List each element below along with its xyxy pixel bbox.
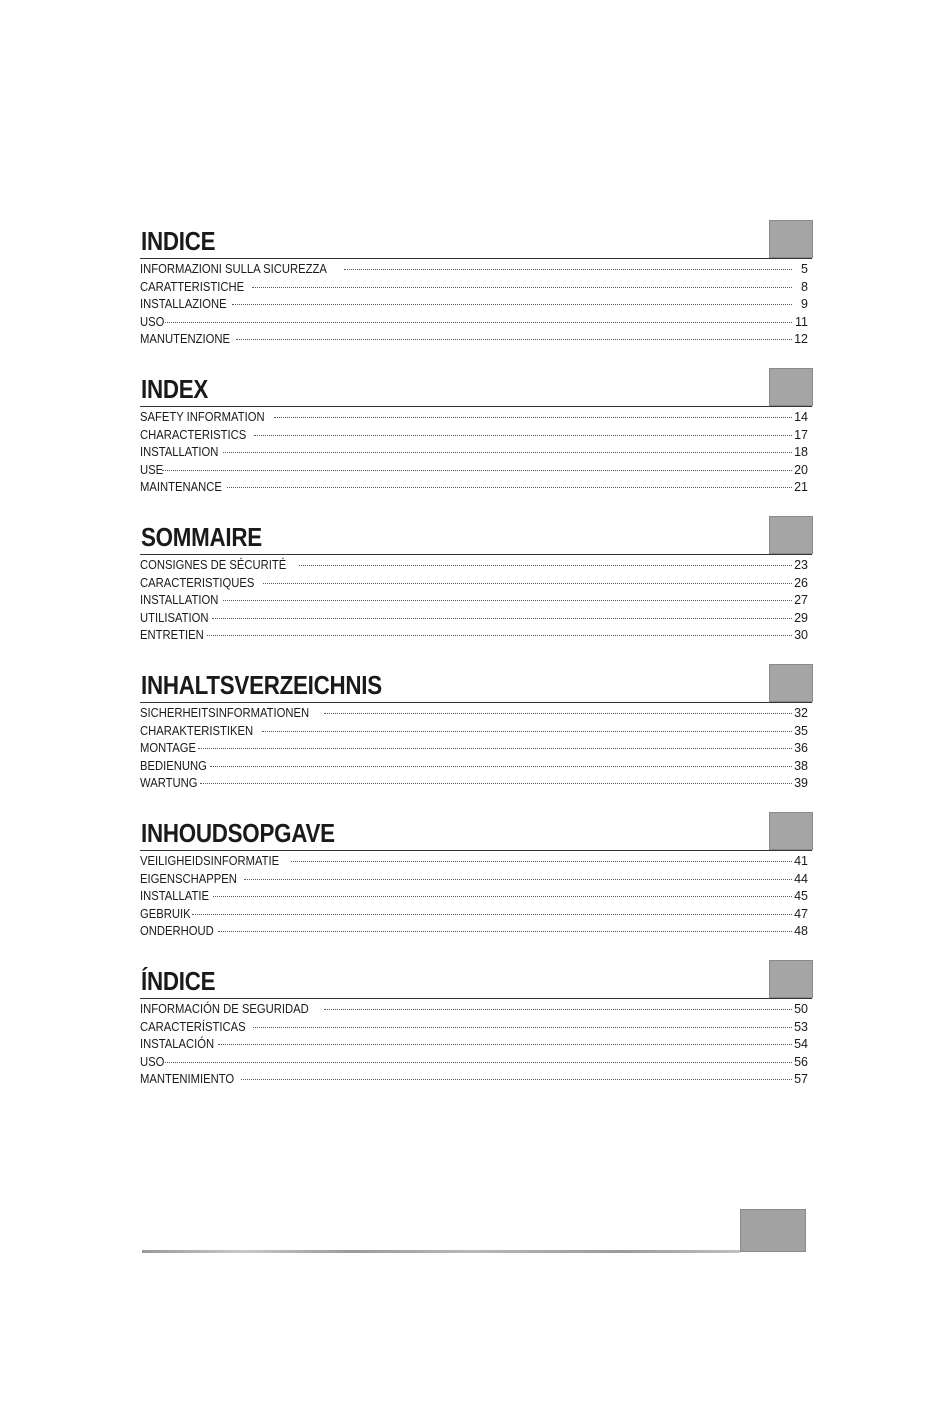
- toc-entry[interactable]: [140, 261, 808, 279]
- toc-entry-label: INSTALLATION: [140, 593, 219, 607]
- dot-leader: [198, 747, 792, 749]
- section-heading: INDICE: [141, 226, 216, 256]
- dot-leader: [324, 712, 792, 714]
- dot-leader: [324, 1008, 792, 1010]
- dot-leader: [163, 321, 792, 323]
- toc-entry-page: 21: [794, 480, 808, 494]
- toc-entry[interactable]: [140, 575, 808, 593]
- dot-leader: [227, 486, 792, 488]
- toc-entry-page: 47: [794, 906, 808, 921]
- toc-entry-page: 23: [794, 558, 808, 572]
- section-heading: ÍNDICE: [141, 966, 216, 996]
- toc-entry-page: 20: [794, 462, 808, 477]
- toc-entry-list: [140, 1001, 808, 1089]
- toc-entry-label: USO: [140, 1054, 165, 1069]
- section-tab-marker: [769, 368, 813, 406]
- section-heading: INHOUDSOPGAVE: [141, 818, 335, 848]
- toc-entry-label: CARACTERÍSTICAS: [140, 1019, 246, 1034]
- toc-entry[interactable]: [140, 444, 808, 462]
- toc-entry-label: WARTUNG: [140, 776, 198, 790]
- toc-entry-label: USO: [140, 314, 165, 329]
- toc-entry-label: CARATTERISTICHE: [140, 279, 245, 294]
- toc-entry[interactable]: [140, 610, 808, 628]
- dot-leader: [232, 303, 792, 305]
- toc-entry[interactable]: [140, 1054, 808, 1072]
- toc-entry-page: 41: [794, 854, 808, 868]
- toc-entry[interactable]: [140, 279, 808, 297]
- toc-entry-list: [140, 705, 808, 793]
- toc-entry[interactable]: [140, 758, 808, 776]
- toc-entry[interactable]: [140, 427, 808, 445]
- toc-entry-page: 30: [794, 628, 808, 642]
- toc-entry[interactable]: [140, 1001, 808, 1019]
- toc-entry-page: 17: [794, 427, 808, 442]
- section-divider: [140, 850, 812, 851]
- dot-leader: [252, 286, 792, 288]
- toc-entry-label: SICHERHEITSINFORMATIONEN: [140, 706, 310, 720]
- toc-entry-label: CHARACTERISTICS: [140, 427, 247, 442]
- dot-leader: [241, 1078, 792, 1080]
- toc-entry-label: ENTRETIEN: [140, 628, 204, 642]
- toc-entry[interactable]: [140, 296, 808, 314]
- dot-leader: [200, 782, 792, 784]
- toc-entry-label: SAFETY INFORMATION: [140, 410, 265, 424]
- toc-entry-page: 12: [794, 332, 808, 346]
- section-divider: [140, 998, 812, 999]
- dot-leader: [223, 599, 792, 601]
- section-tab-marker: [769, 664, 813, 702]
- toc-section-de: [140, 664, 808, 812]
- dot-leader: [263, 582, 792, 584]
- toc-entry[interactable]: [140, 888, 808, 906]
- section-tab-marker: [769, 516, 813, 554]
- toc-entry-label: CONSIGNES DE SÉCURITÉ: [140, 558, 287, 572]
- toc-entry-label: INFORMACIÓN DE SEGURIDAD: [140, 1002, 309, 1016]
- toc-entry[interactable]: [140, 592, 808, 610]
- toc-entry-label: INSTALLATIE: [140, 889, 209, 903]
- toc-entry-page: 48: [794, 924, 808, 938]
- toc-entry-page: 14: [794, 410, 808, 424]
- dot-leader: [274, 416, 792, 418]
- toc-entry-page: 8: [801, 279, 808, 294]
- section-divider: [140, 554, 812, 555]
- toc-entry[interactable]: [140, 627, 808, 645]
- toc-entry-page: 57: [794, 1072, 808, 1086]
- toc-entry-page: 56: [794, 1054, 808, 1069]
- toc-entry-page: 11: [795, 314, 808, 329]
- toc-entry-page: 26: [794, 575, 808, 590]
- toc-entry-page: 5: [801, 262, 808, 276]
- toc-entry-page: 35: [794, 723, 808, 738]
- toc-entry-page: 38: [794, 758, 808, 773]
- toc-entry-page: 54: [794, 1037, 808, 1051]
- toc-entry[interactable]: [140, 1036, 808, 1054]
- toc-entry[interactable]: [140, 331, 808, 349]
- toc-entry[interactable]: [140, 1019, 808, 1037]
- toc-entry-label: USE: [140, 462, 164, 477]
- toc-entry-label: MANUTENZIONE: [140, 332, 230, 346]
- toc-entry-label: BEDIENUNG: [140, 758, 207, 773]
- toc-entry-list: [140, 409, 808, 497]
- toc-entry[interactable]: [140, 740, 808, 758]
- toc-entry-label: EIGENSCHAPPEN: [140, 871, 237, 886]
- dot-leader: [244, 878, 792, 880]
- section-tab-marker: [769, 812, 813, 850]
- toc-section-es: [140, 960, 808, 1108]
- section-divider: [140, 702, 812, 703]
- toc-section-it: [140, 220, 808, 368]
- dot-leader: [218, 930, 792, 932]
- footer-tab-marker: [740, 1209, 806, 1252]
- toc-entry-list: [140, 853, 808, 941]
- toc-entry-label: INSTALACIÓN: [140, 1037, 215, 1051]
- toc-entry-label: MANTENIMIENTO: [140, 1072, 235, 1086]
- dot-leader: [192, 913, 792, 915]
- dot-leader: [262, 730, 792, 732]
- dot-leader: [207, 634, 792, 636]
- toc-entry[interactable]: [140, 1071, 808, 1089]
- dot-leader: [210, 765, 792, 767]
- toc-entry-label: UTILISATION: [140, 610, 209, 625]
- toc-section-fr: [140, 516, 808, 664]
- toc-entry[interactable]: [140, 923, 808, 941]
- toc-entry[interactable]: [140, 479, 808, 497]
- dot-leader: [213, 895, 792, 897]
- toc-entry-list: [140, 261, 808, 349]
- toc-entry-label: MAINTENANCE: [140, 480, 222, 494]
- dot-leader: [254, 434, 792, 436]
- toc-entry-label: CHARAKTERISTIKEN: [140, 723, 254, 738]
- toc-entry-label: INSTALLAZIONE: [140, 297, 227, 311]
- toc-section-nl: [140, 812, 808, 960]
- dot-leader: [291, 860, 792, 862]
- dot-leader: [236, 338, 792, 340]
- dot-leader: [344, 268, 792, 270]
- toc-entry-page: 53: [794, 1019, 808, 1034]
- toc-entry[interactable]: [140, 871, 808, 889]
- toc-entry-page: 9: [801, 297, 808, 311]
- toc-entry[interactable]: [140, 853, 808, 871]
- dot-leader: [299, 564, 792, 566]
- toc-entry-page: 32: [794, 706, 808, 720]
- section-divider: [140, 406, 812, 407]
- toc-entry-label: VEILIGHEIDSINFORMATIE: [140, 854, 280, 868]
- toc-entry-page: 50: [794, 1002, 808, 1016]
- footer-rule: [142, 1250, 740, 1253]
- dot-leader: [163, 1061, 792, 1063]
- toc-entry[interactable]: [140, 557, 808, 575]
- toc-entry-label: ONDERHOUD: [140, 924, 214, 938]
- dot-leader: [218, 1043, 792, 1045]
- section-tab-marker: [769, 960, 813, 998]
- dot-leader: [162, 469, 792, 471]
- toc-entry-label: INSTALLATION: [140, 445, 219, 459]
- toc-entry-label: CARACTERISTIQUES: [140, 575, 255, 590]
- toc-entry[interactable]: [140, 906, 808, 924]
- toc-entry-label: GEBRUIK: [140, 906, 191, 921]
- section-heading: INDEX: [141, 374, 209, 404]
- toc-entry-label: INFORMAZIONI SULLA SICUREZZA: [140, 262, 327, 276]
- toc-entry-page: 39: [794, 776, 808, 790]
- toc-entry-label: MONTAGE: [140, 741, 197, 755]
- toc-entry-page: 18: [794, 445, 808, 459]
- toc-entry[interactable]: [140, 462, 808, 480]
- toc-entry[interactable]: [140, 409, 808, 427]
- toc-entry[interactable]: [140, 705, 808, 723]
- toc-entry-page: 45: [794, 889, 808, 903]
- section-heading: SOMMAIRE: [141, 522, 262, 552]
- section-heading: INHALTSVERZEICHNIS: [141, 670, 382, 700]
- toc-entry-page: 36: [794, 741, 808, 755]
- toc-entry-page: 29: [794, 610, 808, 625]
- dot-leader: [212, 617, 792, 619]
- toc-entry-page: 27: [794, 593, 808, 607]
- section-tab-marker: [769, 220, 813, 258]
- toc-section-en: [140, 368, 808, 516]
- toc-entry-list: [140, 557, 808, 645]
- dot-leader: [223, 451, 792, 453]
- toc-entry[interactable]: [140, 723, 808, 741]
- toc-entry[interactable]: [140, 314, 808, 332]
- dot-leader: [253, 1026, 792, 1028]
- section-divider: [140, 258, 812, 259]
- toc-entry[interactable]: [140, 775, 808, 793]
- table-of-contents: [140, 220, 808, 1108]
- toc-entry-page: 44: [794, 871, 808, 886]
